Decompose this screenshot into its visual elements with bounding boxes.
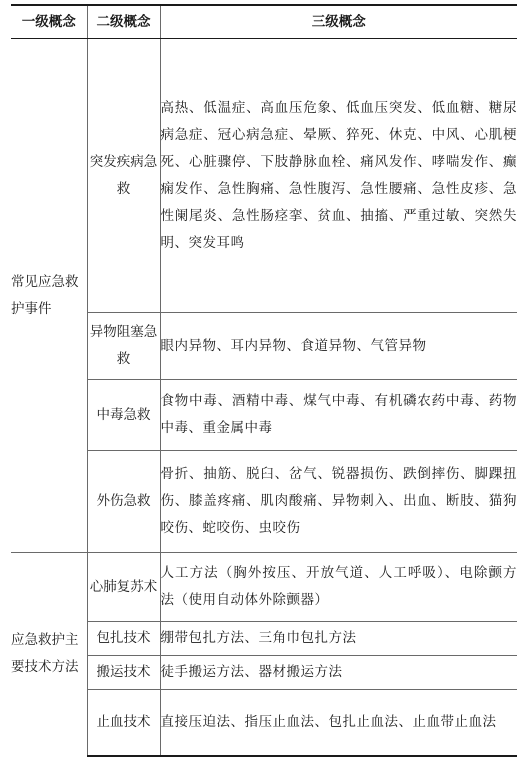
header-level1: 一级概念 [11, 5, 87, 39]
level2-text: 异物阻塞急救 [89, 324, 158, 367]
level2-text: 搬运技术 [96, 664, 151, 680]
level2-cell [87, 313, 160, 380]
level3-cell [160, 690, 517, 756]
level2-cell [87, 380, 160, 451]
level3-text: 人工方法（胸外按压、开放气道、人工呼吸）、电除颤方法（使用自动体外除颤器） [160, 565, 517, 608]
level3-text: 骨折、抽筋、脱臼、岔气、锐器损伤、跌倒摔伤、脚踝扭伤、膝盖疼痛、肌肉酸痛、异物刺入、出血、断肢、猫狗咬伤、蛇咬伤、虫咬伤 [160, 466, 517, 536]
level3-cell [160, 451, 517, 553]
concept-table [11, 4, 517, 757]
level2-text: 止血技术 [96, 713, 151, 730]
level3-text: 眼内异物、耳内异物、食道异物、气管异物 [160, 337, 427, 354]
level3-text: 食物中毒、酒精中毒、煤气中毒、有机磷农药中毒、药物中毒、重金属中毒 [160, 393, 517, 436]
table-row [11, 622, 517, 656]
level2-text: 中毒急救 [96, 406, 151, 423]
level2-cell [87, 656, 160, 690]
level3-cell [160, 39, 517, 313]
level2-cell [87, 553, 160, 622]
level2-text: 突发疾病急救 [89, 153, 158, 197]
level3-text: 绷带包扎方法、三角巾包扎方法 [160, 630, 357, 646]
level2-text: 外伤急救 [96, 493, 151, 509]
table-row [11, 656, 517, 690]
table-row [11, 690, 517, 756]
level3-cell [160, 656, 517, 690]
level2-text: 心肺复苏术 [89, 578, 158, 595]
table-row [11, 451, 517, 553]
header-level2: 二级概念 [87, 5, 160, 39]
level2-cell [87, 690, 160, 756]
table-row [11, 39, 517, 313]
header-level3: 三级概念 [160, 5, 517, 39]
level1-cell [11, 39, 87, 553]
level2-cell [87, 39, 160, 313]
level3-cell [160, 622, 517, 656]
header-row [11, 5, 517, 39]
table-row [11, 313, 517, 380]
level3-text: 高热、低温症、高血压危象、低血压突发、低血糖、糖尿病急症、冠心病急症、晕厥、猝死、休克、中风、心肌梗死、心脏骤停、下肢静脉血栓、痛风发作、哮喘发作、癫痫发作、急性胸痛、急性腹泻、急性腰痛、急性皮疹、急性阑尾炎、急性肠痉挛、贫血、抽搐、严重过敏、突然失明、突发耳鸣 [160, 99, 517, 251]
level3-text: 直接压迫法、指压止血法、包扎止血法、止血带止血法 [160, 713, 497, 730]
level2-cell [87, 622, 160, 656]
level1-text: 应急救护主要技术方法 [11, 632, 79, 676]
level3-cell [160, 553, 517, 622]
level3-cell [160, 313, 517, 380]
level1-cell [11, 553, 87, 756]
table-row [11, 553, 517, 622]
level3-cell [160, 380, 517, 451]
level2-cell [87, 451, 160, 553]
table-row [11, 380, 517, 451]
level1-text: 常见应急救护事件 [11, 273, 79, 317]
level3-text: 徒手搬运方法、器材搬运方法 [160, 664, 343, 680]
level2-text: 包扎技术 [96, 630, 151, 646]
